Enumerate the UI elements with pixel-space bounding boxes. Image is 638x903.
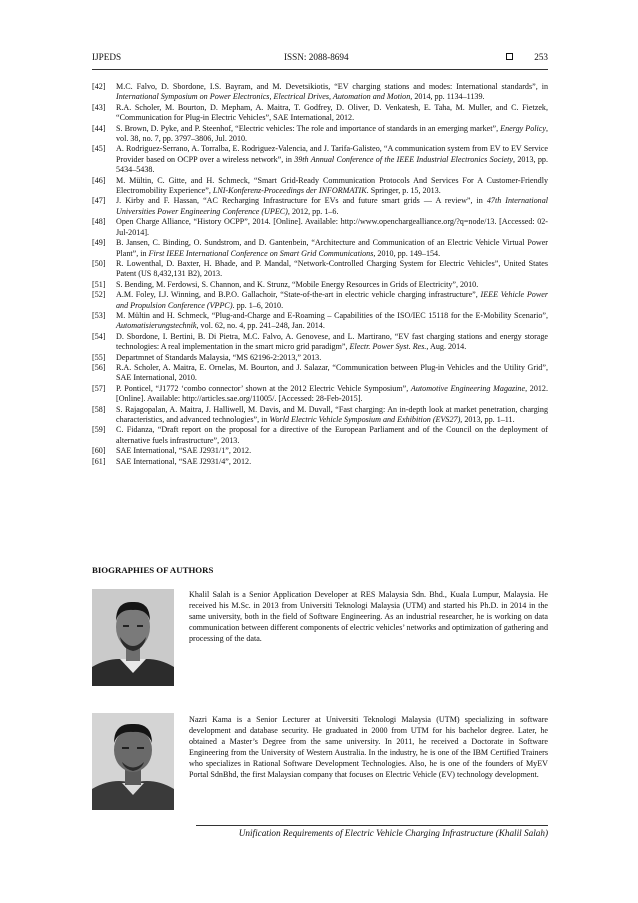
reference-text: A. Rodriguez-Serrano, A. Torralba, E. Rodriguez-Valencia, and J. Tarifa-Galisteo, “A communication system from EV to EV Service Provider based on OCPP over a wireless network”, in: [116, 144, 548, 164]
author-photo-khalil-salah: [92, 589, 174, 686]
footer-rule: [196, 825, 548, 826]
reference-item: [92, 144, 548, 175]
reference-number: [53]: [92, 310, 106, 320]
reference-text: SAE International, “SAE J2931/4”, 2012.: [116, 456, 252, 466]
author-bio-nazri-kama: Nazri Kama is a Senior Lecturer at Universiti Teknologi Malaysia (UTM) specializing in software development and database security. He graduated in 2000 from UTM for his bachelor degree. Later, he obtained a Master’s Degree from the same university. In 2011, he received a Doctorate in Software Engineering from the University of Western Australia. In the industry, he is one of the IBM Certified Trainers who specializes in Rational Software Development Technologies. Also, he is one of the founders of MyEV Portal SdnBhd, the first Malaysian company that focuses on Electric Vehicle (EV) technology development.: [189, 715, 548, 779]
reference-text: M. Mültin, C. Gitte, and H. Schmeck, “Smart Grid-Ready Communication Protocols And Services For A Customer-Friendly Electromobility Experience”,: [116, 175, 548, 196]
reference-details: . pp. 1–6, 2010.: [232, 300, 284, 310]
reference-number: [45]: [92, 144, 106, 154]
header-rule: [92, 69, 548, 70]
reference-details: , 2012. [Online]. Available: http://articles.sae.org/11005/. [Accessed: 28-Feb-2015].: [116, 383, 548, 404]
reference-item: [92, 353, 548, 363]
author-photo-nazri-kama: [92, 713, 174, 810]
reference-source-title: World Electric Vehicle Symposium and Exhibition (EVS27): [269, 415, 461, 424]
reference-details: , vol. 62, no. 4, pp. 241–248, Jan. 2014.: [196, 321, 325, 331]
reference-number: [61]: [92, 456, 106, 466]
reference-source-title: IEEE Vehicle Power and Propulsion Conference (VPPC): [116, 290, 548, 310]
author-bio-khalil-salah: Khalil Salah is a Senior Application Developer at RES Malaysia Sdn. Bhd., Kuala Lumpur, Malaysia. He received his M.Sc. in 2013 from Universiti Teknologi Malaysia (UTM) and started his Ph.D. in 2014 in the same university, both in the field of Software Engineering. As an industrial researcher, he is working on data communication between different components of electric vehicles’ networks and optimization of gathering and processing of the data.: [189, 590, 548, 643]
reference-item: [92, 332, 548, 353]
reference-details: , 2013, pp. 5434–5438.: [116, 154, 549, 175]
page-number: 253: [534, 52, 548, 62]
reference-item: [92, 280, 548, 290]
reference-item: [92, 384, 548, 405]
reference-item: [92, 405, 548, 426]
reference-number: [42]: [92, 82, 106, 91]
reference-number: [52]: [92, 290, 106, 300]
reference-text: M. Mültin and H. Schmeck, “Plug-and-Charge and E-Roaming – Capabilities of the ISO/IEC 15118 for the E-Mobility Scenario”,: [116, 310, 548, 320]
reference-list: [92, 82, 548, 467]
reference-item: [92, 311, 548, 332]
reference-number: [51]: [92, 279, 106, 289]
reference-number: [48]: [92, 217, 106, 227]
reference-details: , 2013, pp. 1–11.: [460, 415, 515, 424]
author-photo-nazri-kama-image: [92, 713, 174, 810]
reference-text: R.A. Scholer, A. Maitra, E. Ornelas, M. Bourton, and J. Salazar, “Communication between Plug-in Vehicles and the Utility Grid”, SAE International, 2010.: [116, 362, 548, 383]
author-photo-khalil-salah-image: [92, 589, 174, 686]
page-header: [92, 52, 548, 70]
checkbox-icon: [506, 53, 513, 60]
reference-source-title: 47th International Universities Power Engineering Conference (UPEC): [116, 196, 548, 216]
reference-text: A.M. Foley, I.J. Winning, and B.P.O. Gallachoir, “State-of-the-art in electric vehicle charging infrastructure”,: [116, 290, 481, 300]
reference-text: S. Bending, M. Ferdowsi, S. Channon, and K. Strunz, “Mobile Energy Resources in Grids of Electricity”, 2010.: [116, 279, 479, 289]
reference-source-title: First IEEE International Conference on Smart Grid Communications: [148, 248, 374, 258]
reference-number: [56]: [92, 362, 106, 372]
reference-item: [92, 176, 548, 197]
reference-source-title: Energy Policy: [500, 123, 546, 133]
reference-text: C. Fidanza, “Draft report on the proposal for a directive of the European Parliament and of the Council on the deployment of alternative fuels infrastructure”, 2013.: [116, 425, 548, 445]
reference-details: , vol. 38, no. 7, pp. 3797–3806, Jul. 2010.: [116, 123, 548, 144]
reference-number: [55]: [92, 352, 106, 362]
reference-number: [46]: [92, 175, 106, 185]
journal-name: IJPEDS: [92, 52, 122, 62]
reference-number: [57]: [92, 383, 106, 393]
reference-text: SAE International, “SAE J2931/1”, 2012.: [116, 446, 252, 456]
reference-details: , 2012, pp. 1–6.: [287, 206, 339, 216]
reference-item: [92, 217, 548, 238]
reference-number: [54]: [92, 331, 106, 341]
reference-number: [43]: [92, 102, 106, 112]
issn: ISSN: 2088-8694: [284, 52, 349, 62]
reference-item: [92, 425, 548, 446]
reference-text: R. Lowenthal, D. Baxter, H. Bhade, and P. Mandal, “Network-Controlled Charging System for Electric Vehicles”, United States Patent (US 8,432,131 B2), 2013.: [116, 258, 548, 279]
reference-source-title: Electr. Power Syst. Res.: [349, 342, 427, 352]
reference-details: , 2010, pp. 149–154.: [373, 248, 441, 258]
reference-item: [92, 103, 548, 124]
reference-text: D. Sbordone, I. Bertini, B. Di Pietra, M.C. Falvo, A. Genovese, and L. Martirano, “EV fast charging stations and energy storage technologies: A real implementation in the smart micro grid paradigm”,: [116, 331, 548, 352]
reference-source-title: Automatisierungstechnik: [116, 321, 197, 331]
reference-number: [60]: [92, 446, 106, 456]
reference-item: [92, 238, 548, 259]
reference-text: Open Charge Alliance, “History OCPP”, 2014. [Online]. Available: http://www.openchargealliance.org/?q=node/13. [Accessed: 02-Jul-2014].: [116, 217, 548, 237]
reference-number: [47]: [92, 196, 106, 206]
reference-item: [92, 259, 548, 280]
reference-number: [49]: [92, 238, 106, 248]
reference-item: [92, 290, 548, 311]
reference-number: [50]: [92, 258, 106, 268]
reference-number: [44]: [92, 123, 106, 133]
reference-text: Departmnet of Standards Malaysia, “MS 62196-2:2013,” 2013.: [116, 352, 322, 362]
biographies-heading: BIOGRAPHIES OF AUTHORS: [92, 565, 214, 575]
reference-number: [58]: [92, 404, 106, 414]
page-footer: Unification Requirements of Electric Vehicle Charging Infrastructure (Khalil Salah): [238, 828, 548, 838]
reference-text: S. Brown, D. Pyke, and P. Steenhof, “Electric vehicles: The role and importance of standards in an emerging market”,: [116, 123, 501, 133]
reference-details: , Aug. 2014.: [426, 342, 467, 352]
reference-item: [92, 82, 548, 103]
reference-text: P. Ponticel, “J1772 ‘combo connector’ shown at the 2012 Electric Vehicle Symposium”,: [116, 383, 411, 393]
reference-item: [92, 363, 548, 384]
reference-number: [59]: [92, 425, 106, 435]
reference-source-title: International Symposium on Power Electronics, Electrical Drives, Automation and Motion: [116, 92, 411, 102]
reference-item: [92, 457, 548, 467]
reference-item: [92, 446, 548, 456]
reference-source-title: LNI-Konferenz-Proceedings der INFORMATIK: [212, 186, 367, 196]
reference-source-title: Automotive Engineering Magazine: [410, 383, 526, 393]
reference-details: . Springer, p. 15, 2013.: [366, 186, 441, 196]
reference-item: [92, 196, 548, 217]
reference-details: , 2014, pp. 1134–1139.: [410, 92, 485, 102]
reference-text: J. Kirby and F. Hassan, “AC Recharging Infrastructure for EVs and future smart grids — A review”, in: [116, 196, 487, 206]
reference-text: M.C. Falvo, D. Sbordone, I.S. Bayram, and M. Devetsikiotis, “EV charging stations and modes: International standards”, in: [116, 82, 548, 91]
reference-text: R.A. Scholer, M. Bourton, D. Mepham, A. Maitra, T. Godfrey, D. Oliver, D. Venkatesh, E. Taha, M. Muller, and C. Fietzek, “Communication for Plug-in Electric Vehicles”, SAE International, 2012.: [116, 102, 548, 123]
reference-text: B. Jansen, C. Binding, O. Sundstrom, and D. Gantenbein, “Architecture and Communication of an Electric Vehicle Virtual Power Plant”, in: [116, 238, 548, 258]
reference-source-title: 39th Annual Conference of the IEEE Industrial Electronics Society: [294, 154, 513, 164]
reference-item: [92, 124, 548, 145]
reference-text: S. Rajagopalan, A. Maitra, J. Halliwell, M. Davis, and M. Duvall, “Fast charging: An in-depth look at market penetration, charging characteristics, and advanced technologies”, in: [116, 404, 548, 424]
